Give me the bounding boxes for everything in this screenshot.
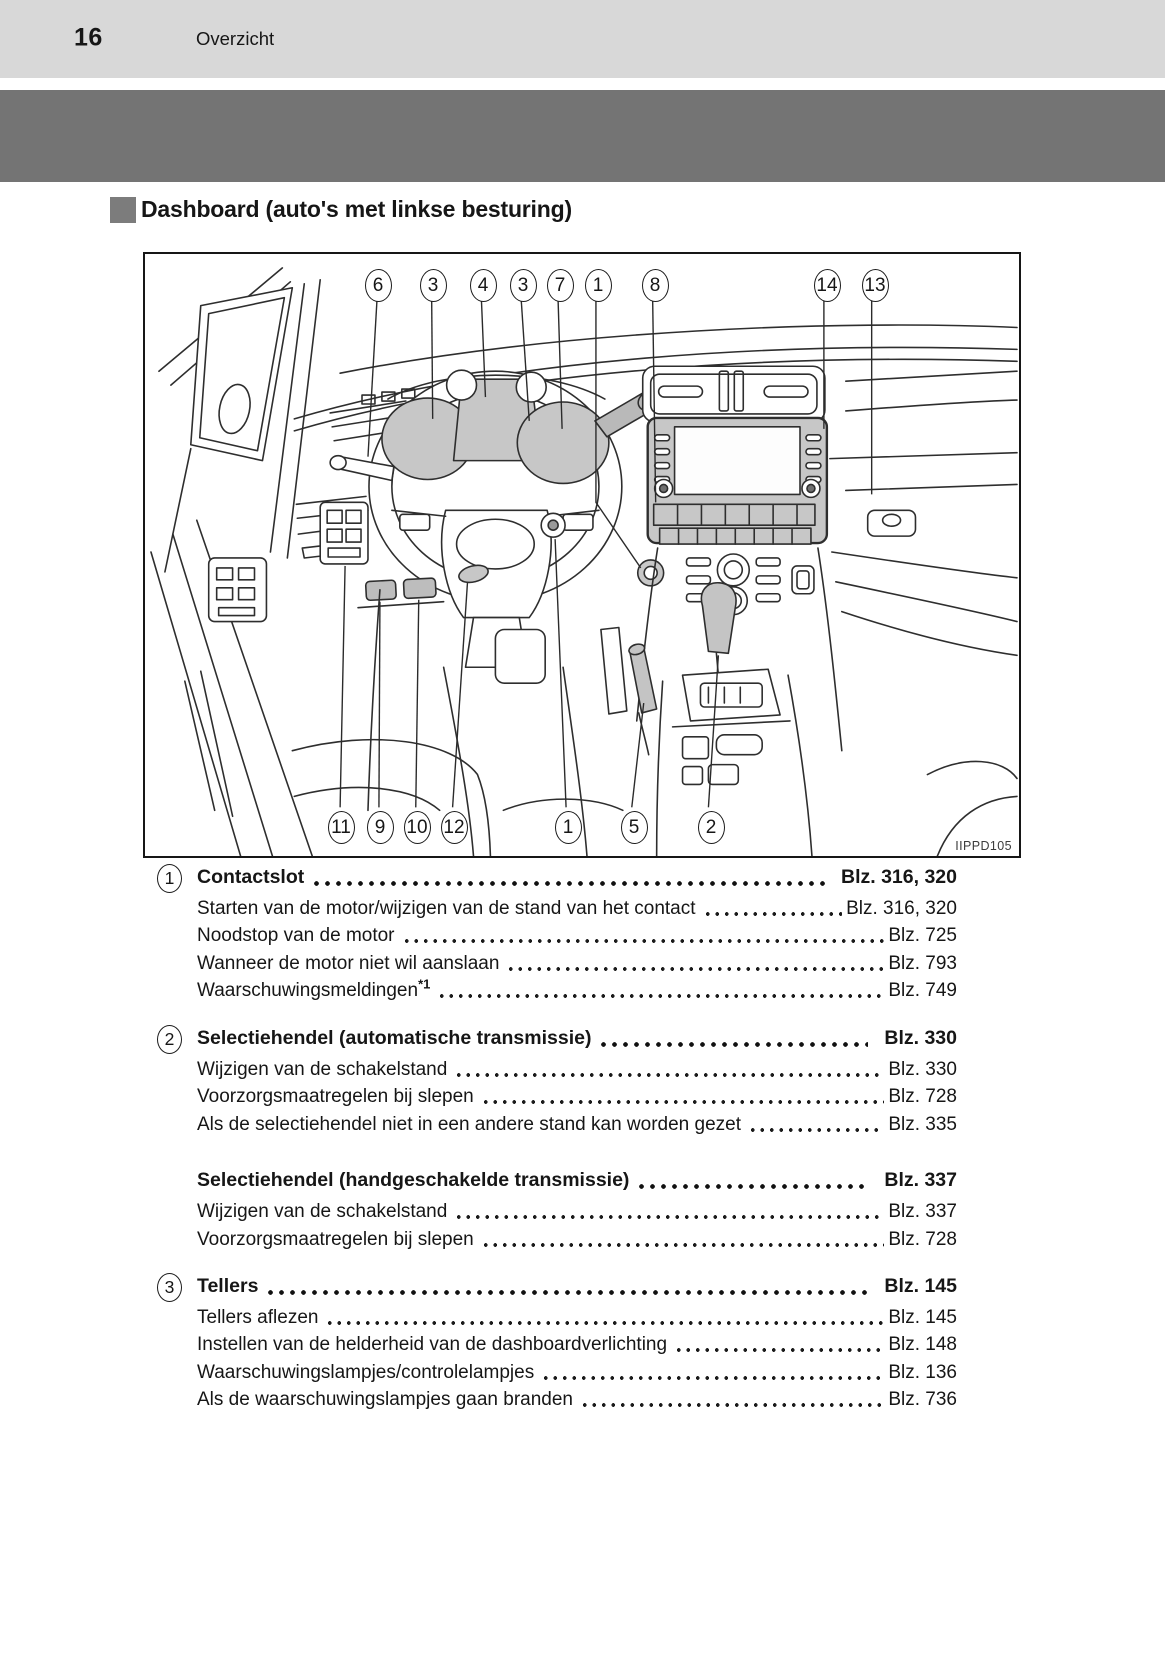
figure-callout-7: 7 bbox=[547, 269, 574, 302]
dot-leader bbox=[481, 1092, 885, 1111]
toc-rows bbox=[197, 1056, 957, 1139]
toc-row-pageref: Blz. 736 bbox=[888, 1389, 957, 1411]
toc-heading-pageref: Blz. 316, 320 bbox=[841, 865, 957, 888]
toc-row-pageref: Blz. 136 bbox=[888, 1361, 957, 1383]
toc-row bbox=[197, 1056, 957, 1084]
dashboard-figure bbox=[143, 252, 1021, 858]
dot-leader bbox=[506, 958, 884, 977]
page-number: 16 bbox=[74, 23, 103, 52]
toc-row-pageref: Blz. 728 bbox=[888, 1086, 957, 1107]
toc-row-pageref: Blz. 793 bbox=[888, 952, 957, 974]
toc-rows bbox=[197, 895, 957, 1005]
toc-row-label: Voorzorgsmaatregelen bij slepen bbox=[197, 1086, 474, 1107]
dot-leader bbox=[311, 872, 825, 892]
dot-leader bbox=[674, 1340, 884, 1359]
toc-heading-pageref: Blz. 337 bbox=[884, 1169, 957, 1191]
toc-section bbox=[157, 1155, 957, 1253]
callout-leader-line bbox=[379, 602, 380, 808]
toc-heading-row bbox=[157, 1022, 957, 1053]
item-number-badge: 2 bbox=[157, 1025, 182, 1054]
toc-row-pageref: Blz. 749 bbox=[888, 980, 957, 1002]
toc-row-label: Tellers aflezen bbox=[197, 1306, 319, 1328]
toc-row bbox=[197, 1083, 957, 1111]
chapter-banner bbox=[0, 90, 1165, 182]
toc-row-pageref: Blz. 330 bbox=[888, 1058, 957, 1080]
dot-leader bbox=[598, 1033, 868, 1053]
toc-row-label: Noodstop van de motor bbox=[197, 925, 395, 947]
item-number-cell bbox=[157, 1022, 197, 1053]
toc-row-pageref: Blz. 145 bbox=[888, 1306, 957, 1328]
toc-row-label: Waarschuwingslampjes/controlelampjes bbox=[197, 1361, 535, 1383]
page-header-bar bbox=[0, 0, 1165, 78]
figure-callout-1: 1 bbox=[585, 269, 612, 302]
dot-leader bbox=[703, 903, 843, 922]
item-number-badge: 3 bbox=[157, 1273, 182, 1302]
toc-row-pageref: Blz. 728 bbox=[888, 1228, 957, 1250]
figure-callout-5: 5 bbox=[621, 811, 648, 844]
figure-callout-9: 9 bbox=[367, 811, 394, 844]
dot-leader bbox=[748, 1119, 884, 1138]
toc-row-pageref: Blz. 316, 320 bbox=[846, 897, 957, 919]
dot-leader bbox=[454, 1207, 884, 1226]
toc-section bbox=[157, 1022, 957, 1138]
figure-callout-2: 2 bbox=[698, 811, 725, 844]
figure-callout-12: 12 bbox=[441, 811, 468, 844]
callout-leader-line bbox=[453, 582, 468, 808]
figure-callout-13: 13 bbox=[862, 269, 889, 302]
figure-callout-6: 6 bbox=[365, 269, 392, 302]
callout-leader-line bbox=[368, 301, 377, 457]
toc-row-label: Starten van de motor/wijzigen van de stand van het contact bbox=[197, 897, 696, 919]
figure-callout-3: 3 bbox=[420, 269, 447, 302]
toc-heading-pageref: Blz. 145 bbox=[884, 1274, 957, 1297]
toc-row bbox=[197, 1198, 957, 1226]
toc-row bbox=[197, 977, 957, 1005]
toc-row bbox=[197, 1359, 957, 1387]
callout-leader-line bbox=[432, 301, 433, 419]
toc-row-label: Instellen van de helderheid van de dashboardverlichting bbox=[197, 1334, 668, 1356]
dot-leader bbox=[265, 1281, 868, 1301]
toc-row bbox=[197, 1111, 957, 1139]
figure-code: IIPPD105 bbox=[955, 839, 1012, 853]
toc-row-label: Wijzigen van de schakelstand bbox=[197, 1201, 448, 1222]
figure-callout-1: 1 bbox=[555, 811, 582, 844]
toc-row-label: Als de selectiehendel niet in een andere stand kan worden gezet bbox=[197, 1113, 741, 1135]
dot-leader bbox=[325, 1312, 884, 1331]
dot-leader bbox=[636, 1175, 868, 1195]
toc-row-label: Wanneer de motor niet wil aanslaan bbox=[197, 952, 500, 974]
section-title bbox=[110, 196, 572, 223]
dot-leader bbox=[402, 931, 885, 950]
section-title-text: Dashboard (auto's met linkse besturing) bbox=[141, 196, 572, 222]
toc-row bbox=[197, 895, 957, 923]
dashboard-line-art bbox=[145, 254, 1019, 856]
chapter-section-label: Overzicht bbox=[196, 28, 275, 49]
toc-row-pageref: Blz. 335 bbox=[888, 1113, 957, 1135]
toc-rows bbox=[197, 1198, 957, 1253]
dot-leader bbox=[541, 1367, 884, 1386]
toc-heading: Selectiehendel (automatische transmissie) bbox=[197, 1026, 592, 1049]
figure-callout-14: 14 bbox=[814, 269, 841, 302]
toc-section bbox=[157, 1270, 957, 1414]
dot-leader bbox=[454, 1064, 884, 1083]
figure-callout-11: 11 bbox=[328, 811, 355, 844]
toc-row-label: Waarschuwingsmeldingen$^{*1}$ bbox=[197, 976, 431, 1002]
toc-row bbox=[197, 1331, 957, 1359]
item-number-cell bbox=[157, 1270, 197, 1301]
callout-leader-line bbox=[416, 600, 419, 808]
figure-callout-10: 10 bbox=[404, 811, 431, 844]
toc-heading-row bbox=[157, 1155, 957, 1195]
dot-leader bbox=[580, 1395, 884, 1414]
figure-callout-4: 4 bbox=[470, 269, 497, 302]
callout-leader-line bbox=[340, 566, 345, 807]
item-number-cell bbox=[157, 1155, 197, 1195]
toc-heading: Tellers bbox=[197, 1274, 259, 1297]
toc-row-label: Als de waarschuwingslampjes gaan branden bbox=[197, 1389, 574, 1411]
item-number-cell bbox=[157, 861, 197, 892]
dot-leader bbox=[437, 986, 884, 1005]
toc-row-pageref: Blz. 725 bbox=[888, 925, 957, 947]
toc-row-label: Wijzigen van de schakelstand bbox=[197, 1058, 448, 1080]
dot-leader bbox=[481, 1234, 885, 1253]
toc-heading: Selectiehendel (handgeschakelde transmissie) bbox=[197, 1169, 630, 1191]
toc-row bbox=[197, 1304, 957, 1332]
toc-row bbox=[197, 950, 957, 978]
toc-heading-row bbox=[157, 1270, 957, 1301]
toc-row bbox=[197, 1226, 957, 1254]
item-number-badge: 1 bbox=[157, 864, 182, 893]
toc-row-pageref: Blz. 337 bbox=[888, 1201, 957, 1222]
toc-rows bbox=[197, 1304, 957, 1414]
toc-heading-row bbox=[157, 861, 957, 892]
figure-callout-8: 8 bbox=[642, 269, 669, 302]
toc-row-pageref: Blz. 148 bbox=[888, 1334, 957, 1356]
toc-heading-pageref: Blz. 330 bbox=[884, 1026, 957, 1049]
figure-callout-3: 3 bbox=[510, 269, 537, 302]
toc-row-label: Voorzorgsmaatregelen bij slepen bbox=[197, 1228, 474, 1250]
square-bullet-icon bbox=[110, 197, 136, 223]
toc-heading: Contactslot bbox=[197, 865, 305, 888]
toc-row bbox=[197, 1386, 957, 1414]
toc-section bbox=[157, 861, 957, 1005]
toc-row bbox=[197, 922, 957, 950]
table-of-contents bbox=[157, 861, 957, 1431]
